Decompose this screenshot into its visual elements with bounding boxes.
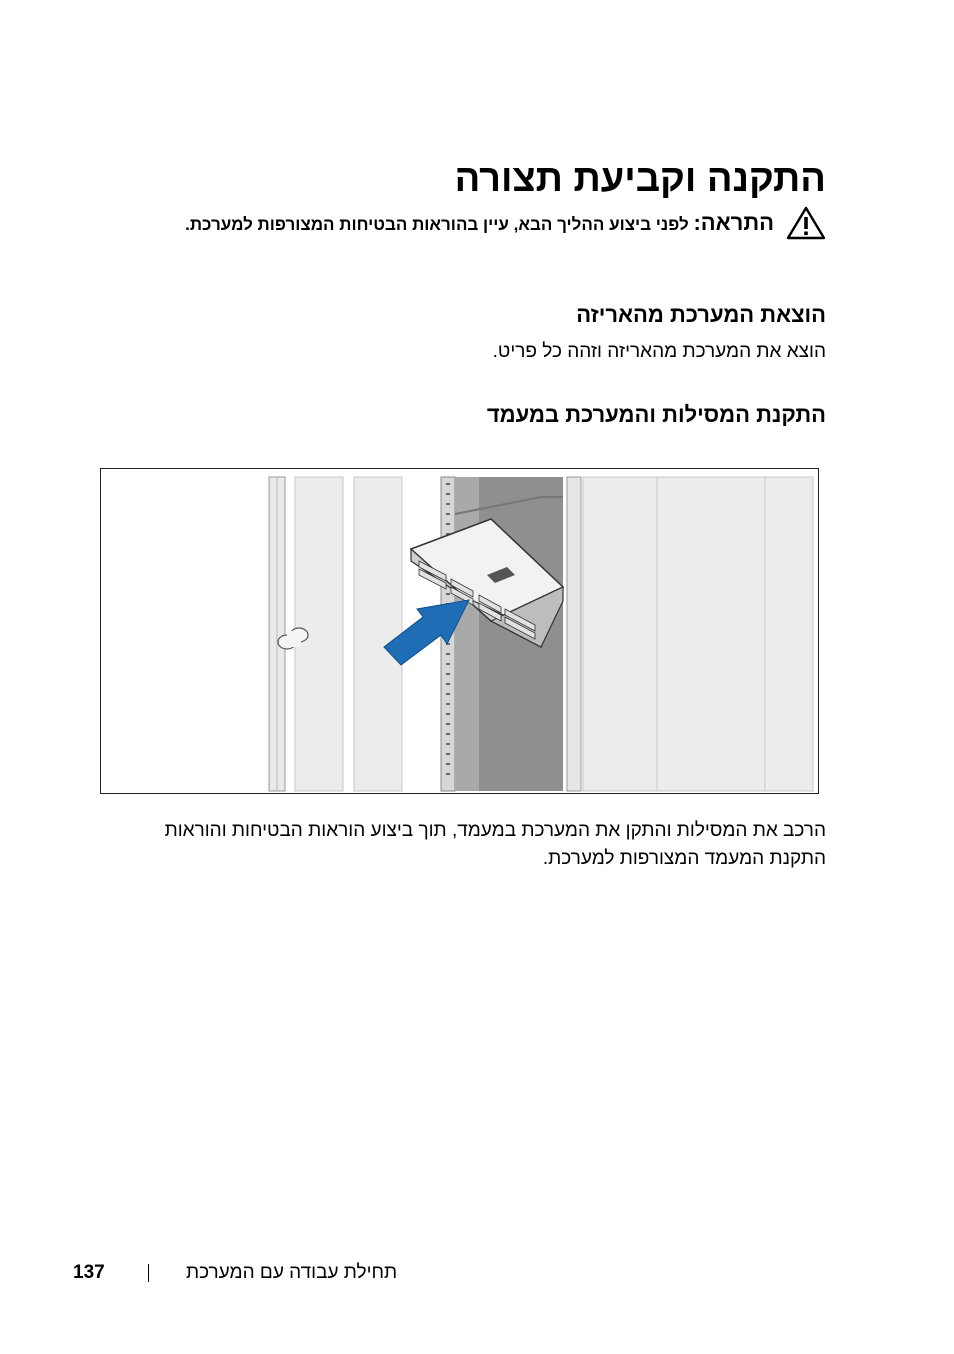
rails-body: הרכב את המסילות והתקן את המערכת במעמד, תוך ביצוע הוראות הבטיחות והוראות התקנת המעמד המצורפות למערכת. <box>164 820 826 869</box>
warning-label: התראה: <box>693 210 774 235</box>
rack-drawing <box>101 469 819 794</box>
rails-title: התקנת המסילות והמערכת במעמד <box>486 402 826 427</box>
footer-title: תחילת עבודה עם המערכת <box>186 1262 398 1283</box>
unpack-body: הוצא את המערכת מהאריזה וזהה כל פריט. <box>492 341 826 362</box>
footer-divider <box>148 1264 149 1282</box>
page-heading: התקנה וקביעת תצורה <box>454 158 826 200</box>
warning-triangle-icon <box>786 206 826 240</box>
page-number: 137 <box>73 1262 105 1283</box>
warning-text <box>124 210 774 238</box>
unpack-title: הוצאת המערכת מהאריזה <box>576 302 826 327</box>
rack-installation-illustration <box>100 468 819 794</box>
warning-body: לפני ביצוע ההליך הבא, עיין בהוראות הבטיחות המצורפות למערכת. <box>185 215 689 234</box>
